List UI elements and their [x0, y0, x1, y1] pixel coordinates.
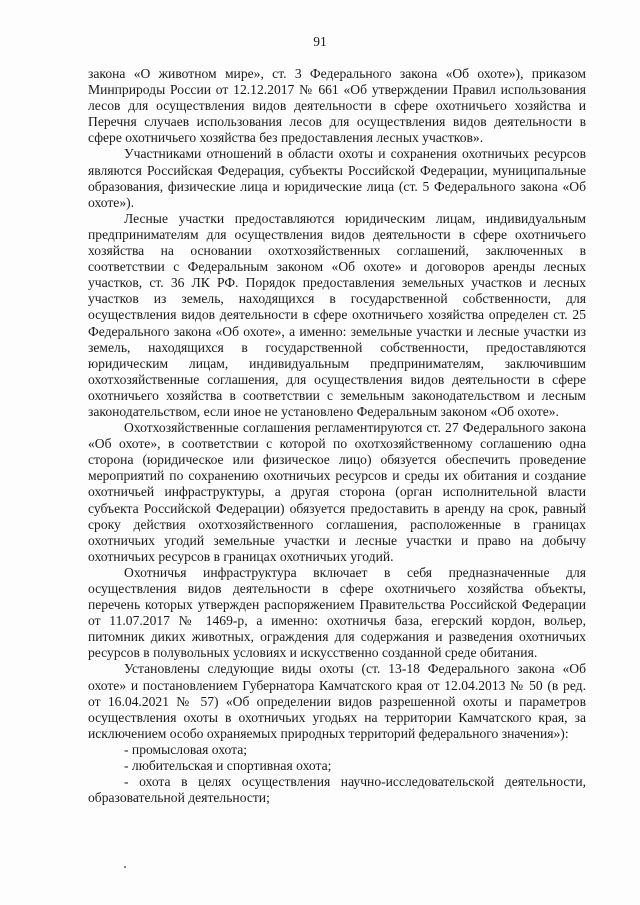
- list-item: - промысловая охота;: [124, 741, 248, 757]
- list-item: - любительская и спортивная охота;: [124, 758, 332, 774]
- list-item: - охота в целях осуществления научно-исследовательской деятельности, образовательной деятельности;: [88, 774, 586, 806]
- scan-speck: [124, 866, 126, 868]
- page-number: 91: [313, 34, 327, 49]
- paragraph: Установлены следующие виды охоты (ст. 13-18 Федерального закона «Об охоте» и постановлением Губернатора Камчатского края от 12.04.2013 № 50 (в ред. от 16.04.2021 № 57) «Об определении видов разрешенной охоты и параметров осуществления охоты в охотничьих угодьях на территории Камчатского края, за исключением особо охраняемых природных территорий федерального значения»):: [88, 661, 586, 741]
- paragraph: Участниками отношений в области охоты и сохранения охотничьих ресурсов являются Российская Федерация, субъекты Российской Федерации, муниципальные образования, физические лица и юридические лица (ст. 5 Федерального закона «Об охоте»).: [88, 146, 586, 210]
- paragraph: закона «О животном мире», ст. 3 Федерального закона «Об охоте»), приказом Минприроды России от 12.12.2017 № 661 «Об утверждении Правил использования лесов для осуществления видов деятельности в сфере охотничьего хозяйства и Перечня случаев использования лесов для осуществления видов деятельности в сфере охотничьего хозяйства без предоставления лесных участков».: [88, 66, 586, 146]
- document-body: [88, 66, 586, 806]
- paragraph: Лесные участки предоставляются юридическим лицам, индивидуальным предпринимателям для осуществления видов деятельности в сфере охотничьего хозяйства на основании охотхозяйственных соглашений, заключенных в соответствии с Федеральным законом «Об охоте» и договоров аренды лесных участков, ст. 36 ЛК РФ. Порядок предоставления земельных участков и лесных участков из земель, находящихся в государственной собственности, для осуществления видов деятельности в сфере охотничьего хозяйства определен ст. 25 Федерального закона «Об охоте», а именно: земельные участки и лесные участки из земель, находящихся в государственной собственности, предоставляются юридическим лицам, индивидуальным предпринимателям, заключившим охотхозяйственные соглашения, для осуществления видов деятельности в сфере охотничьего хозяйства в соответствии с земельным законодательством и лесным законодательством, если иное не установлено Федеральным законом «Об охоте».: [88, 210, 586, 419]
- paragraph: Охотхозяйственные соглашения регламентируются ст. 27 Федерального закона «Об охоте», в соответствии с которой по охотхозяйственному соглашению одна сторона (юридическое или физическое лицо) обязуется обеспечить проведение мероприятий по сохранению охотничьих ресурсов и среды их обитания и создание охотничьей инфраструктуры, а другая сторона (орган исполнительной власти субъекта Российской Федерации) обязуется предоставить в аренду на срок, равный сроку действия охотхозяйственного соглашения, расположенные в границах охотничьих угодий земельные участки и лесные участки и право на добычу охотничьих ресурсов в границах охотничьих угодий.: [88, 420, 586, 564]
- paragraph: Охотничья инфраструктура включает в себя предназначенные для осуществления видов деятельности в сфере охотничьего хозяйства объекты, перечень которых утвержден распоряжением Правительства Российской Федерации от 11.07.2017 № 1469-р, а именно: охотничья база, егерский кордон, вольер, питомник диких животных, ограждения для содержания и разведения охотничьих ресурсов в полувольных условиях и искусственно созданной среде обитания.: [88, 564, 586, 661]
